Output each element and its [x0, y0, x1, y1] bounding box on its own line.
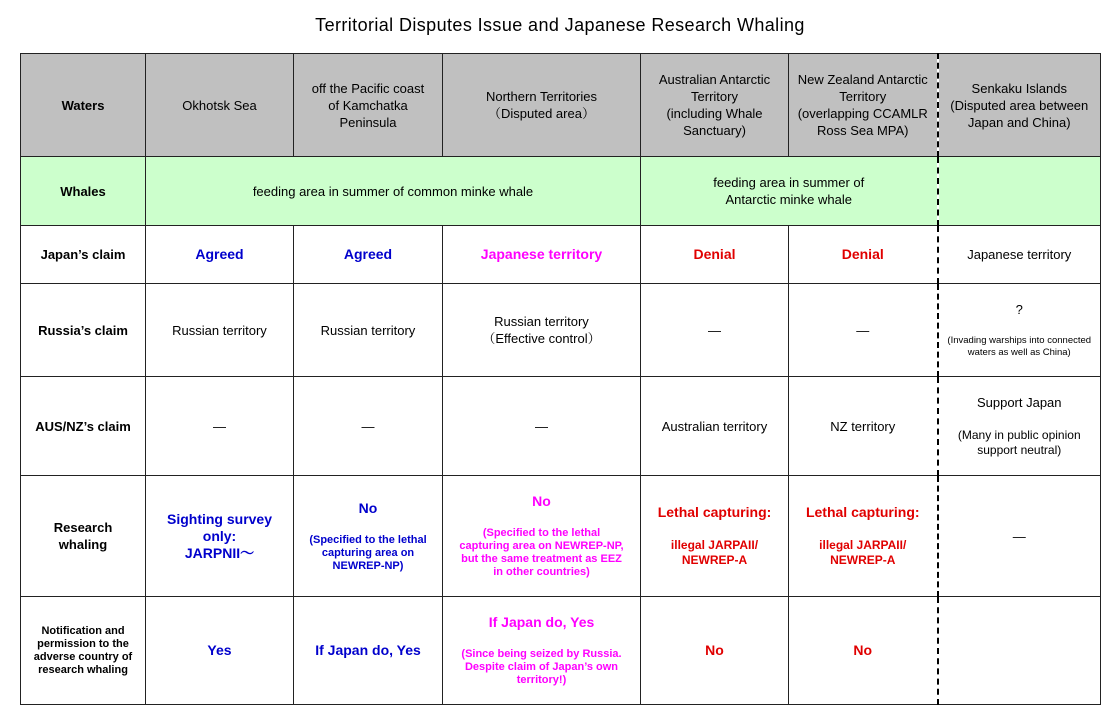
russia-claim-label: Russia’s claim	[38, 322, 128, 338]
header-senkaku: Senkaku Islands (Disputed area between Japan and China)	[950, 80, 1089, 130]
russia-claim-northern: Russian territory （Effective control）	[482, 314, 601, 346]
research-whaling-okhotsk-cell	[146, 476, 294, 597]
japan-claim-northern: Japanese territory	[480, 246, 603, 262]
research-whaling-label-cell	[21, 476, 146, 597]
header-new-zealand-antarctic: New Zealand Antarctic Territory (overlapping CCAMLR Ross Sea MPA)	[797, 72, 928, 138]
aus-nz-claim-senkaku-note: (Many in public opinion support neutral)	[957, 428, 1081, 457]
aus-nz-claim-australian: Australian territory	[661, 418, 768, 434]
header-senkaku-cell	[938, 54, 1101, 157]
aus-nz-claim-australian-cell	[641, 377, 789, 476]
aus-nz-claim-row	[21, 377, 1101, 476]
japan-claim-okhotsk-cell	[146, 226, 294, 284]
research-whaling-australian-main: Lethal capturing:	[657, 504, 772, 520]
russia-claim-senkaku-note: (Invading warships into connected waters as well as China)	[947, 335, 1092, 358]
japan-claim-label-cell	[21, 226, 146, 284]
research-whaling-australian-note: illegal JARPAII/ NEWREP-A	[670, 538, 759, 567]
notification-kamchatka: If Japan do, Yes	[315, 642, 421, 658]
research-whaling-northern-note: (Specified to the lethal capturing area on NEWREP-NP, but the same treatment as EEZ in other countries)	[459, 527, 624, 578]
japan-claim-northern-cell	[443, 226, 641, 284]
research-whaling-senkaku-cell	[938, 476, 1101, 597]
japan-claim-new-zealand-cell	[789, 226, 938, 284]
research-whaling-new-zealand-note: illegal JARPAII/ NEWREP-A	[819, 538, 907, 567]
header-kamchatka: off the Pacific coast of Kamchatka Peninsula	[311, 80, 425, 130]
aus-nz-claim-northern: —	[535, 418, 548, 434]
notification-northern-cell	[443, 597, 641, 705]
russia-claim-australian-cell	[641, 284, 789, 377]
research-whaling-senkaku: —	[1012, 528, 1026, 544]
aus-nz-claim-label: AUS/NZ’s claim	[35, 418, 131, 434]
japan-claim-kamchatka-cell	[294, 226, 443, 284]
russia-claim-okhotsk-cell	[146, 284, 294, 377]
whales-senkaku-cell	[938, 157, 1101, 226]
notification-okhotsk-cell	[146, 597, 294, 705]
russia-claim-northern-cell	[443, 284, 641, 377]
notification-northern-main: If Japan do, Yes	[488, 614, 595, 630]
header-northern-territories: Northern Territories （Disputed area）	[485, 89, 598, 121]
territorial-disputes-table	[20, 53, 1101, 705]
whales-common-minke-cell	[146, 157, 641, 226]
research-whaling-kamchatka-cell	[294, 476, 443, 597]
aus-nz-claim-okhotsk: —	[213, 418, 226, 434]
russia-claim-new-zealand-cell	[789, 284, 938, 377]
russia-claim-senkaku-cell	[938, 284, 1101, 377]
header-row	[21, 54, 1101, 157]
header-okhotsk-cell	[146, 54, 294, 157]
notification-new-zealand-cell	[789, 597, 938, 705]
notification-label: Notification and permission to the adverse country of research whaling	[33, 624, 133, 676]
russia-claim-new-zealand: —	[856, 322, 870, 338]
research-whaling-kamchatka-note: (Specified to the lethal capturing area on NEWREP-NP)	[309, 533, 427, 572]
japan-claim-kamchatka: Agreed	[343, 246, 393, 262]
japan-claim-row	[21, 226, 1101, 284]
research-whaling-new-zealand-cell	[789, 476, 938, 597]
aus-nz-claim-kamchatka-cell	[294, 377, 443, 476]
research-whaling-australian-cell	[641, 476, 789, 597]
header-northern-territories-cell	[443, 54, 641, 157]
russia-claim-label-cell	[21, 284, 146, 377]
aus-nz-claim-okhotsk-cell	[146, 377, 294, 476]
notification-row	[21, 597, 1101, 705]
aus-nz-claim-senkaku-cell	[938, 377, 1101, 476]
header-australian-antarctic-cell	[641, 54, 789, 157]
header-new-zealand-antarctic-cell	[789, 54, 938, 157]
notification-australian-cell	[641, 597, 789, 705]
japan-claim-okhotsk: Agreed	[195, 246, 244, 262]
whales-label-cell	[21, 157, 146, 226]
header-okhotsk: Okhotsk Sea	[182, 97, 257, 113]
header-kamchatka-cell	[294, 54, 443, 157]
notification-northern-note: (Since being seized by Russia. Despite claim of Japan’s own territory!)	[461, 648, 622, 686]
research-whaling-kamchatka-main: No	[358, 499, 378, 516]
japan-claim-australian: Denial	[693, 246, 736, 262]
research-whaling-label: Research whaling	[53, 520, 113, 552]
russia-claim-australian: —	[708, 322, 721, 338]
japan-claim-senkaku-cell	[938, 226, 1101, 284]
header-australian-antarctic: Australian Antarctic Territory (including Whale Sanctuary)	[658, 72, 771, 138]
russia-claim-okhotsk: Russian territory	[172, 322, 267, 338]
aus-nz-claim-northern-cell	[443, 377, 641, 476]
waters-label: Waters	[61, 97, 105, 113]
research-whaling-northern-main: No	[532, 493, 551, 509]
whales-row	[21, 157, 1101, 226]
notification-okhotsk: Yes	[207, 642, 232, 658]
whales-common-minke: feeding area in summer of common minke whale	[252, 183, 534, 199]
russia-claim-row	[21, 284, 1101, 377]
whales-antarctic-minke: feeding area in summer of Antarctic minke whale	[713, 175, 865, 207]
notification-new-zealand: No	[853, 642, 873, 658]
aus-nz-claim-new-zealand-cell	[789, 377, 938, 476]
research-whaling-northern-cell	[443, 476, 641, 597]
whales-antarctic-minke-cell	[641, 157, 938, 226]
aus-nz-claim-senkaku-main: Support Japan	[976, 395, 1062, 410]
japan-claim-australian-cell	[641, 226, 789, 284]
russia-claim-kamchatka: Russian territory	[320, 322, 416, 338]
page-title: Territorial Disputes Issue and Japanese Research Whaling	[315, 15, 805, 35]
whales-label: Whales	[60, 183, 106, 199]
notification-kamchatka-cell	[294, 597, 443, 705]
notification-australian: No	[705, 642, 724, 658]
japan-claim-label: Japan’s claim	[40, 247, 126, 262]
aus-nz-claim-label-cell	[21, 377, 146, 476]
notification-senkaku-cell	[938, 597, 1101, 705]
notification-label-cell	[21, 597, 146, 705]
russia-claim-kamchatka-cell	[294, 284, 443, 377]
japan-claim-senkaku: Japanese territory	[967, 247, 1072, 262]
aus-nz-claim-kamchatka: —	[361, 418, 375, 434]
research-whaling-row	[21, 476, 1101, 597]
japan-claim-new-zealand: Denial	[841, 246, 884, 262]
waters-label-cell	[21, 54, 146, 157]
research-whaling-okhotsk: Sighting survey only: JARPNII～	[166, 510, 273, 561]
russia-claim-senkaku-main: ?	[1015, 302, 1023, 317]
aus-nz-claim-new-zealand: NZ territory	[830, 418, 896, 434]
research-whaling-new-zealand-main: Lethal capturing:	[805, 504, 920, 520]
